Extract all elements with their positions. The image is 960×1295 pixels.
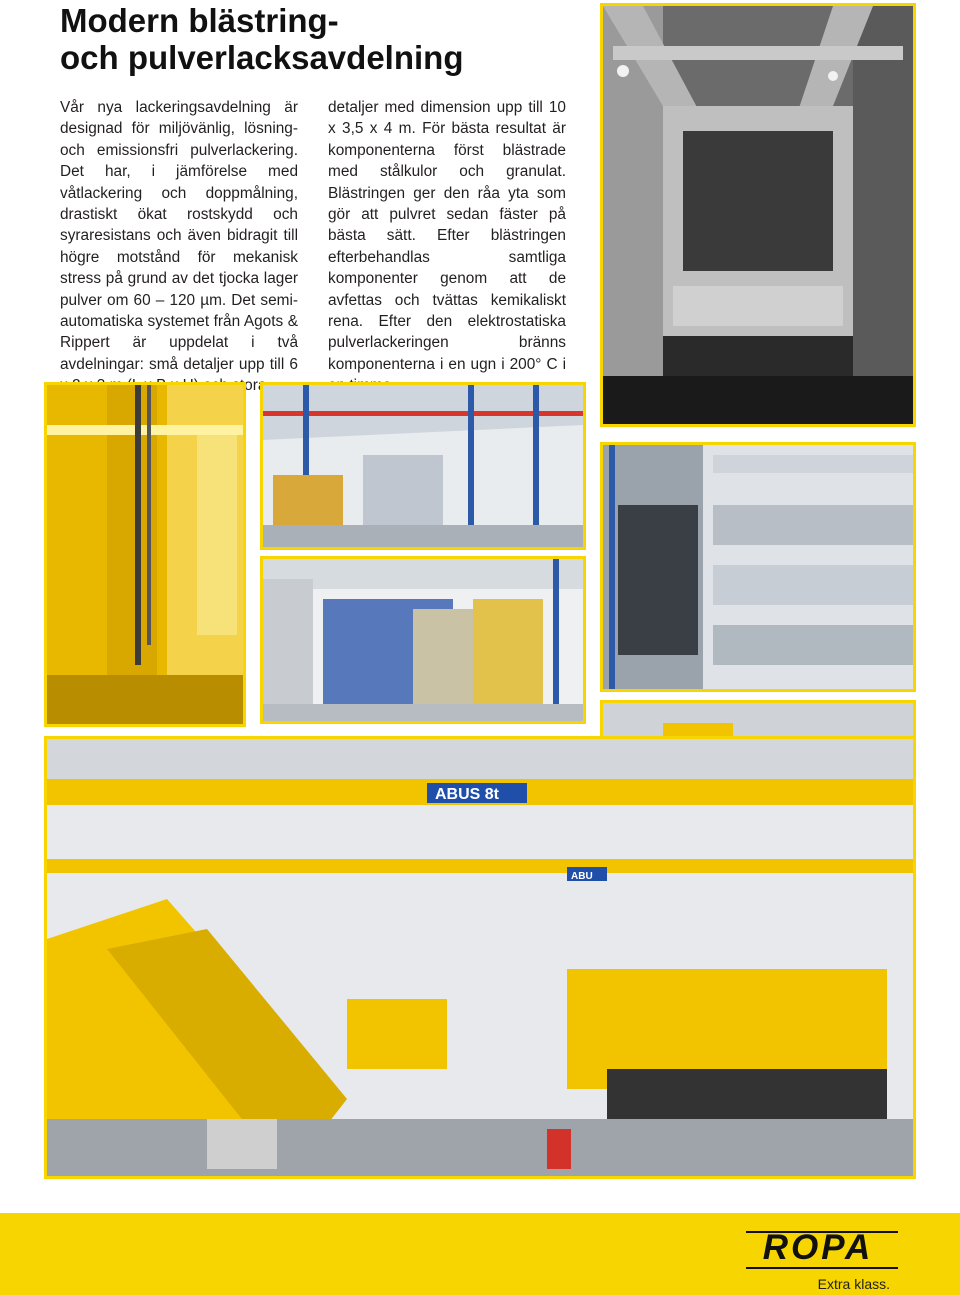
photo-parts-rack [600,442,916,692]
article-title [60,2,580,76]
title-line-1: Modern blästring- [60,2,339,39]
photo-factory-hall [44,736,916,1179]
title-line-2: och pulverlacksavdelning [60,39,464,76]
photo-coating-hall-2 [260,556,586,724]
crane-sign-right: ABU [571,871,593,882]
photo-blasting-booth [600,3,916,427]
brand-slogan: Extra klass. [817,1276,890,1292]
photo-powder-booth [44,382,246,727]
photo-coating-hall-1 [260,382,586,550]
brand-name: ROPA [762,1228,874,1267]
body-column-middle: detaljer med dimension upp till 10 x 3,5 x 4 m. För bästa resultat är komponenterna först blästrade med stålkulor och granulat. Blästringen ger den råa yta som gör att pulvret sedan fäster på bästa sätt. Efter blästringen efterbehandlas samtliga komponenter genom att de avfettas och tvättas kemikaliskt rena. Efter den elektrostatiska pulverlackeringen bränns komponenterna i en ugn i 200° C i [328,99,566,373]
body-column-left: Vår nya lackeringsavdelning är designad för miljövänlig, lösning- och emissionsfri pulverlackering. Det har, i jämförelse med våtlackering och doppmålning, drastiskt ökat rostskydd och syraresistans och även bidragit till högre motstånd för mekanisk stress på grund av det tjocka lager pulver om 60 – 120 µm. Det semi-automatiska systemet från Agots & Rippert är uppdelat i två avdelningar: små detaljer upp till 6 stora [60,99,298,395]
crane-sign-left: ABUS 8t [435,786,500,803]
